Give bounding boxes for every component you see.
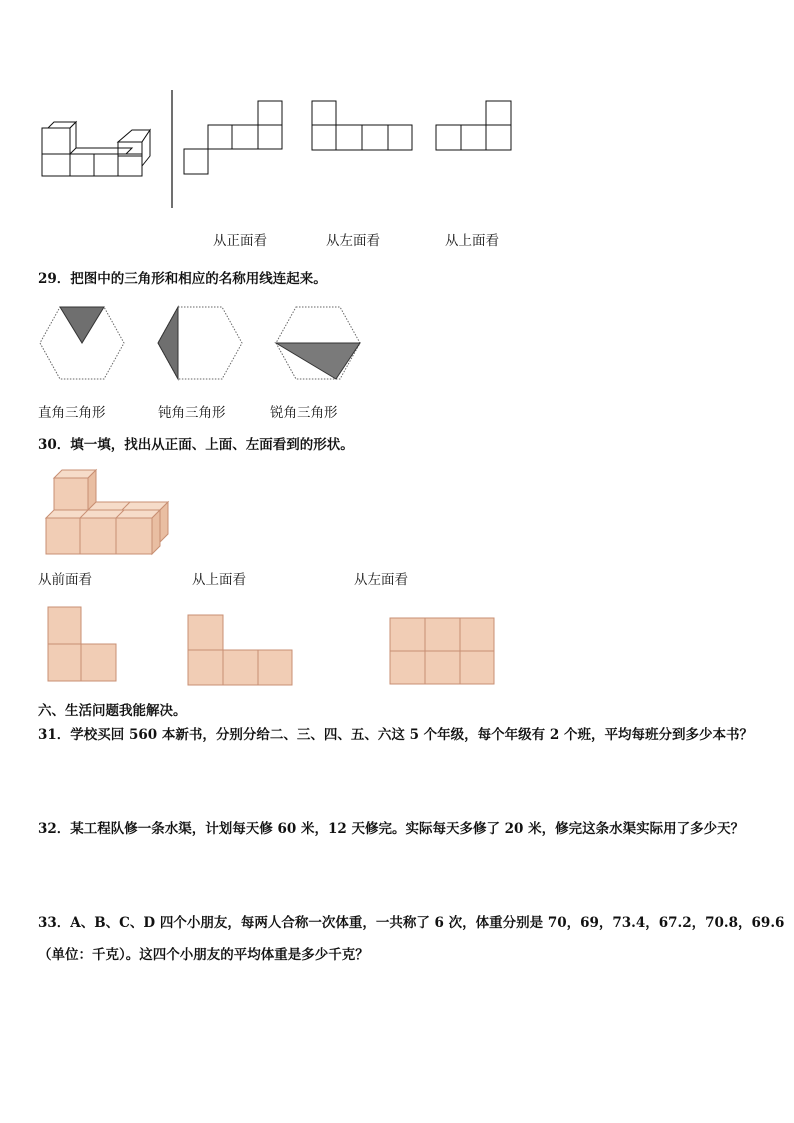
q29-hexagon-2 (156, 305, 246, 381)
q30-label-front: 从前面看 (38, 572, 92, 588)
q30-prompt: 30．填一填，找出从正面、上面、左面看到的形状。 (38, 437, 354, 453)
q33-line-1: 33．A、B、C、D 四个小朋友，每两人合称一次体重，一共称了 6 次，体重分别是 70，69，73.4，67.2，70.8，69.6 (38, 915, 785, 931)
q31-text: 31．学校买回 560 本新书，分别分给二、三、四、五、六这 5 个年级，每个年级有 2 个班，平均每班分到多少本书？ (38, 727, 753, 743)
q29-name-obtuse-triangle: 钝角三角形 (158, 405, 226, 421)
q29-hexagon-3 (274, 305, 364, 381)
q28-cube-solid (40, 120, 155, 180)
q32-text: 32．某工程队修一条水渠，计划每天修 60 米，12 天修完。实际每天多修了 20 米，修完这条水渠实际用了多少天？ (38, 821, 745, 837)
q28-view-a (182, 100, 287, 180)
q30-cube-solid (42, 466, 172, 558)
q28-label-top: 从上面看 (445, 233, 499, 249)
q29-name-right-triangle: 直角三角形 (38, 405, 106, 421)
q29-name-acute-triangle: 锐角三角形 (270, 405, 338, 421)
q28-label-front: 从正面看 (213, 233, 267, 249)
q30-view-top (186, 614, 294, 688)
q30-view-left (388, 617, 498, 687)
section-6-heading: 六、生活问题我能解决。 (38, 703, 187, 719)
q28-divider-line (170, 90, 174, 210)
q30-label-top: 从上面看 (192, 572, 246, 588)
q30-label-left: 从左面看 (354, 572, 408, 588)
q28-label-left: 从左面看 (326, 233, 380, 249)
q33-line-2: （单位：千克）。这四个小朋友的平均体重是多少千克？ (38, 947, 369, 963)
q28-view-c (434, 100, 524, 160)
q29-prompt: 29．把图中的三角形和相应的名称用线连起来。 (38, 271, 327, 287)
q28-view-b (310, 100, 420, 160)
q30-view-front (46, 606, 120, 684)
q29-hexagon-1 (38, 305, 128, 381)
